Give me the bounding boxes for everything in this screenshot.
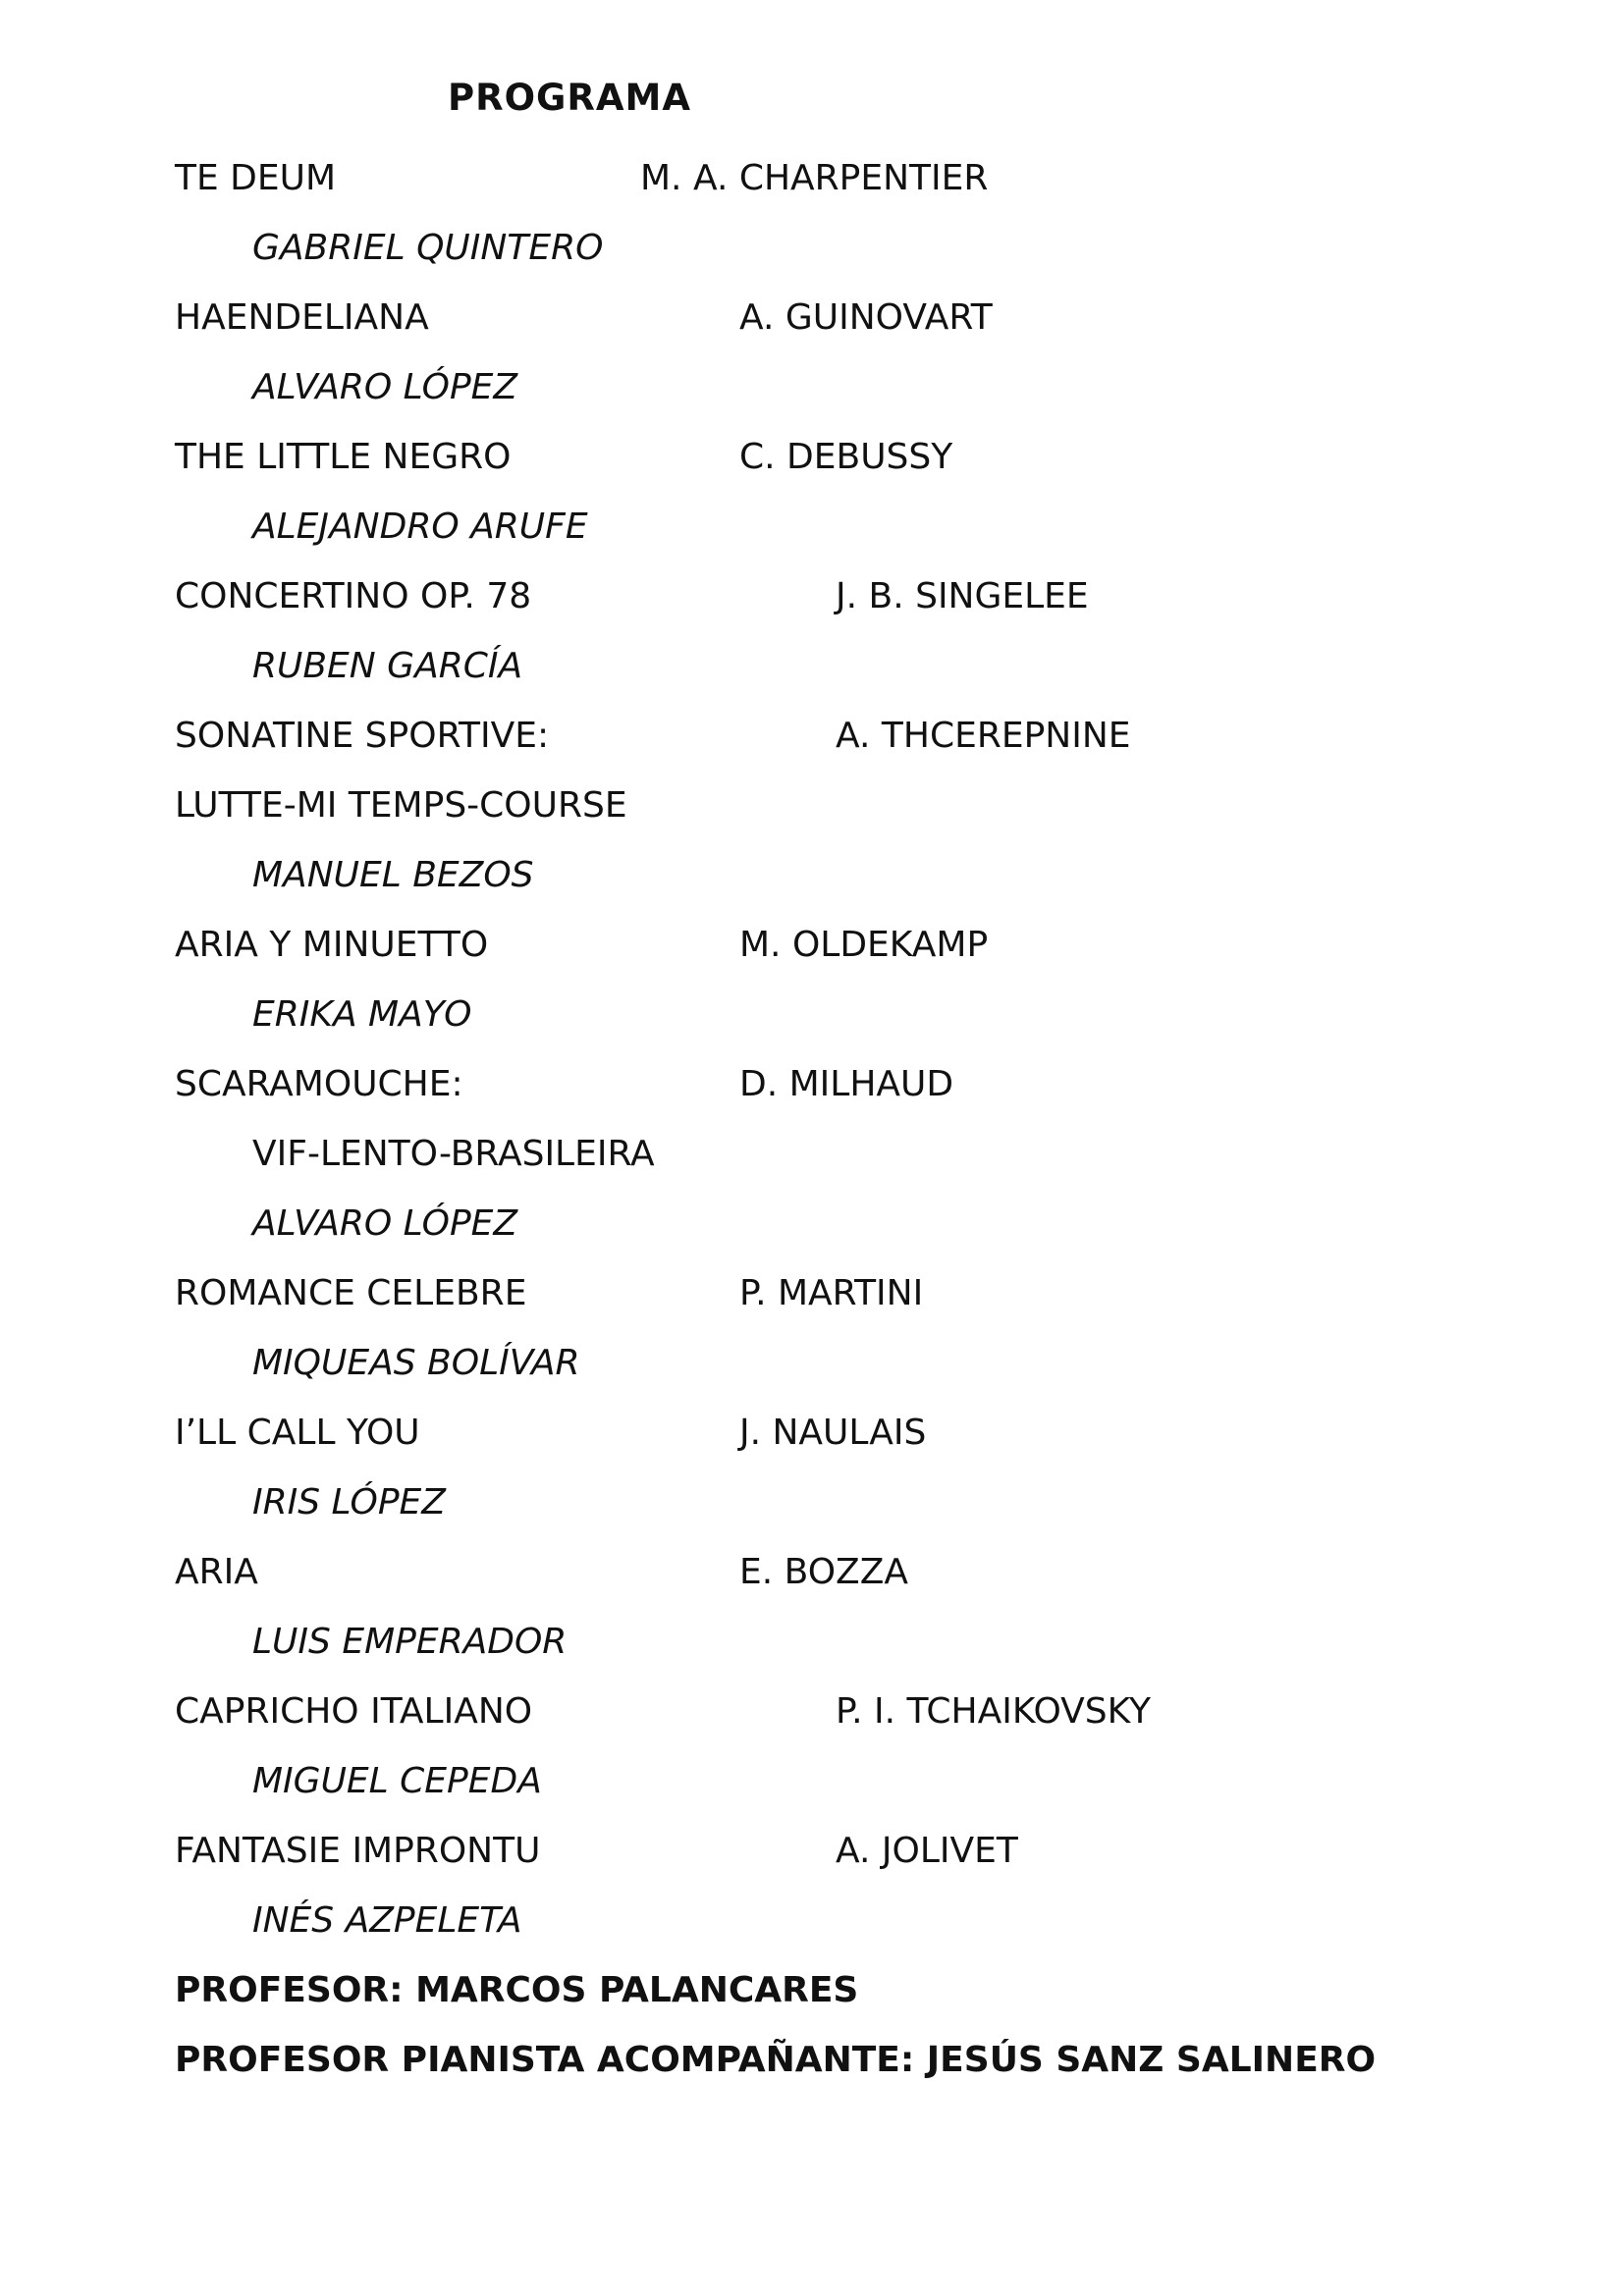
program-entry-work-row [0, 712, 1624, 761]
program-entry-performer-row [0, 1618, 1624, 1667]
composer-name: P. I. TCHAIKOVSKY [836, 1691, 1151, 1732]
program-entry-performer-row [0, 363, 1624, 412]
work-title: THE LITTLE NEGRO [175, 437, 512, 477]
footer-professor-row [0, 1966, 1624, 2015]
performer-name: INÉS AZPELETA [252, 1900, 522, 1941]
footer-pianist-row [0, 2036, 1624, 2085]
work-title: CAPRICHO ITALIANO [175, 1691, 533, 1732]
program-entry-performer-row [0, 1200, 1624, 1249]
composer-name: J. B. SINGELEE [836, 576, 1089, 616]
work-title: SCARAMOUCHE: [175, 1064, 463, 1104]
work-title: CONCERTINO OP. 78 [175, 576, 532, 616]
work-movements: VIF-LENTO-BRASILEIRA [252, 1134, 655, 1174]
composer-name: A. THCEREPNINE [836, 716, 1131, 756]
program-entry-performer-row [0, 503, 1624, 552]
composer-name: M. OLDEKAMP [739, 925, 989, 965]
performer-name: MANUEL BEZOS [252, 855, 534, 895]
composer-name: A. JOLIVET [836, 1831, 1018, 1871]
program-entry-work-row [0, 1269, 1624, 1318]
performer-name: LUIS EMPERADOR [252, 1622, 568, 1662]
program-entry-performer-row [0, 1896, 1624, 1946]
performer-name: RUBEN GARCÍA [252, 646, 523, 686]
program-entry-performer-row [0, 224, 1624, 273]
performer-name: ALVARO LÓPEZ [252, 367, 518, 407]
program-entry-work-row [0, 154, 1624, 203]
program-entry-work-row [0, 572, 1624, 621]
page-title: PROGRAMA [448, 77, 692, 119]
program-entry-work-row [0, 1409, 1624, 1458]
work-movements: LUTTE-MI TEMPS-COURSE [175, 785, 627, 826]
program-entry-performer-row [0, 1478, 1624, 1527]
composer-name: A. GUINOVART [739, 297, 993, 338]
work-title: FANTASIE IMPRONTU [175, 1831, 541, 1871]
performer-name: IRIS LÓPEZ [252, 1482, 446, 1522]
program-entry-performer-row [0, 642, 1624, 691]
composer-name: M. A. CHARPENTIER [640, 158, 989, 198]
performer-name: ALVARO LÓPEZ [252, 1203, 518, 1244]
work-title: SONATINE SPORTIVE: [175, 716, 550, 756]
program-entry-work-row [0, 294, 1624, 343]
professor-credit: PROFESOR: MARCOS PALANCARES [175, 1970, 859, 2010]
program-entry-work-row [0, 921, 1624, 970]
work-title: ROMANCE CELEBRE [175, 1273, 527, 1313]
work-title: ARIA Y MINUETTO [175, 925, 489, 965]
work-title: ARIA [175, 1552, 258, 1592]
performer-name: ALEJANDRO ARUFE [252, 507, 588, 547]
program-entry-performer-row [0, 1339, 1624, 1388]
performer-name: MIQUEAS BOLÍVAR [252, 1343, 580, 1383]
pianist-credit: PROFESOR PIANISTA ACOMPAÑANTE: JESÚS SANZ SALINERO [175, 2040, 1377, 2080]
performer-name: GABRIEL QUINTERO [252, 228, 604, 268]
work-title: I’LL CALL YOU [175, 1413, 420, 1453]
program-entry-performer-row [0, 851, 1624, 900]
program-entry-work-row [0, 433, 1624, 482]
composer-name: E. BOZZA [739, 1552, 908, 1592]
program-entry-movements-row [0, 1130, 1624, 1179]
work-title: TE DEUM [175, 158, 337, 198]
program-entry-performer-row [0, 1757, 1624, 1806]
composer-name: P. MARTINI [739, 1273, 924, 1313]
program-entry-work-row [0, 1827, 1624, 1876]
work-title: HAENDELIANA [175, 297, 429, 338]
program-entry-work-row [0, 1687, 1624, 1736]
program-entry-movements-row [0, 781, 1624, 830]
composer-name: J. NAULAIS [739, 1413, 927, 1453]
program-entry-work-row [0, 1548, 1624, 1597]
performer-name: ERIKA MAYO [252, 994, 472, 1035]
program-entry-work-row [0, 1060, 1624, 1109]
program-entry-performer-row [0, 990, 1624, 1040]
performer-name: MIGUEL CEPEDA [252, 1761, 542, 1801]
composer-name: D. MILHAUD [739, 1064, 954, 1104]
composer-name: C. DEBUSSY [739, 437, 953, 477]
